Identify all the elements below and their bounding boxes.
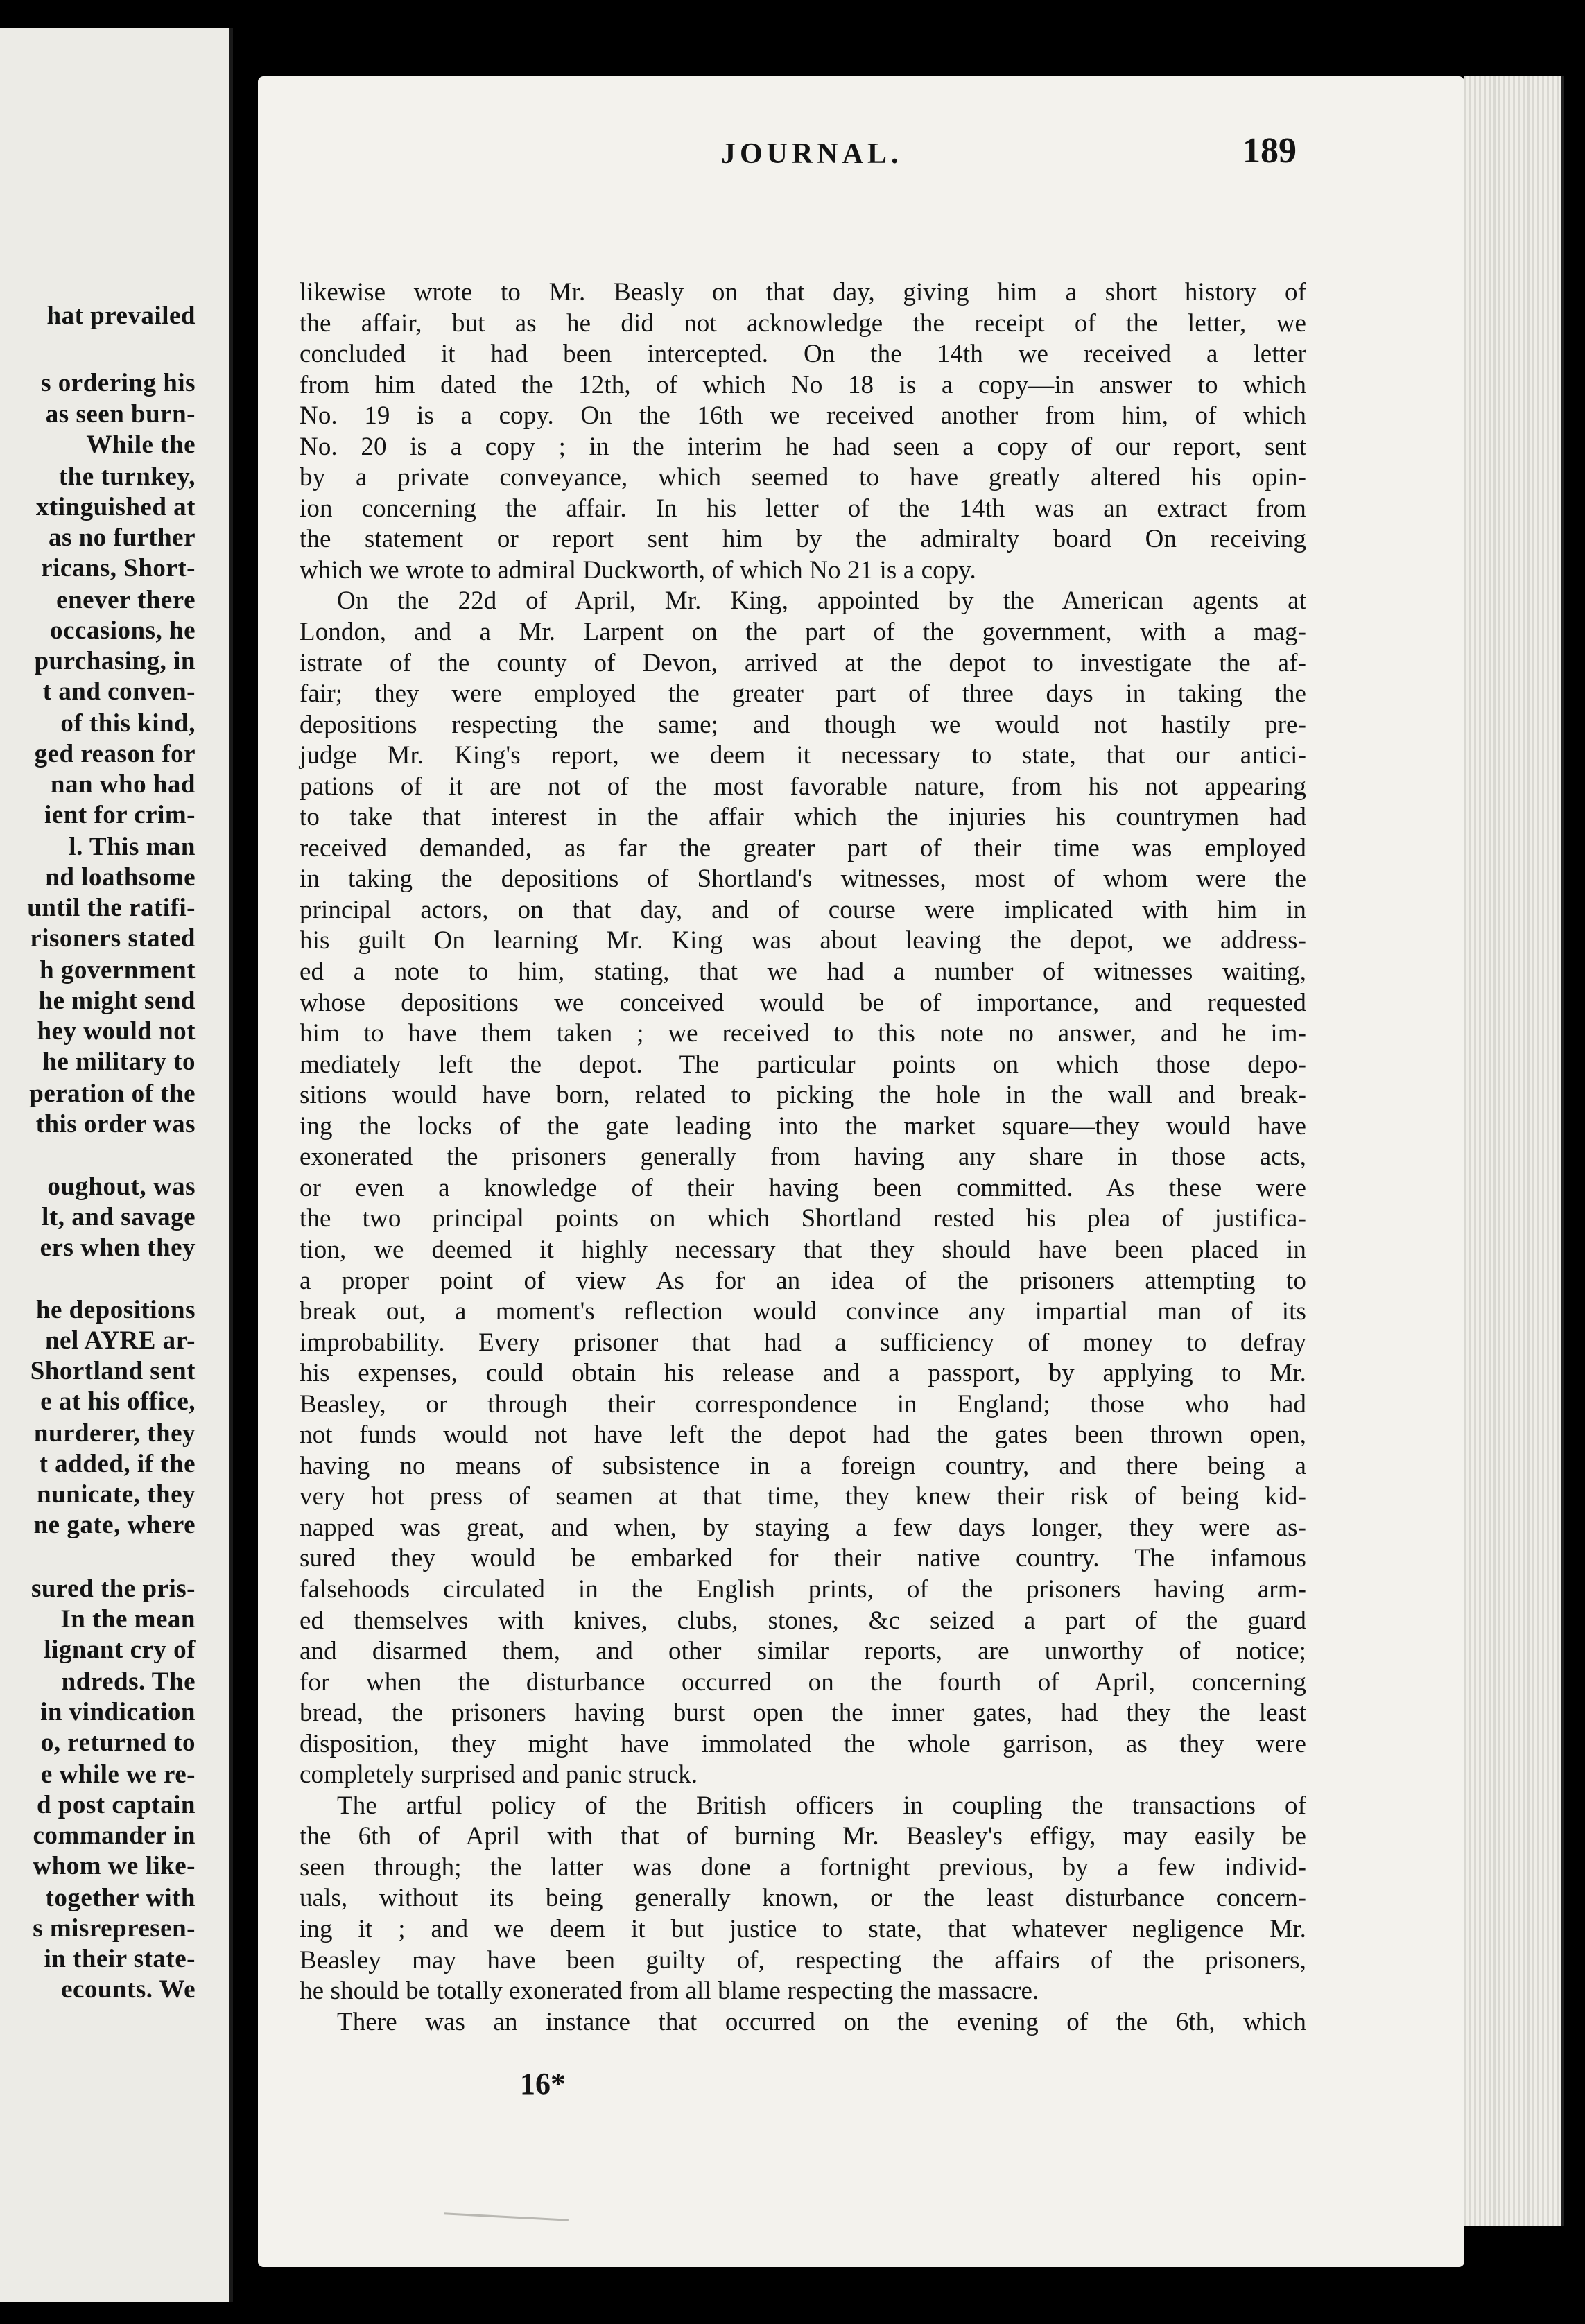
text-line: tion, we deemed it highly necessary that they should have been placed in — [300, 1235, 1306, 1264]
facing-page-line: the turnkey, — [58, 462, 196, 491]
text-line: the two principal points on which Shortland rested his plea of justifica- — [300, 1204, 1306, 1233]
text-line: ion concerning the affair. In his letter of the 14th was an extract from — [300, 494, 1306, 523]
facing-page-line: of this kind, — [60, 709, 196, 738]
facing-page-line: ricans, Short- — [41, 554, 196, 582]
facing-page-line: ged reason for — [34, 740, 196, 768]
text-line: the 6th of April with that of burning Mr. Beasley's effigy, may easily be — [300, 1822, 1306, 1851]
text-line: On the 22d of April, Mr. King, appointed by the American agents at — [337, 587, 1306, 616]
text-line: improbability. Every prisoner that had a sufficiency of money to defray — [300, 1328, 1306, 1357]
text-line: seen through; the latter was done a fortnight previous, by a few individ- — [300, 1853, 1306, 1882]
text-line: No. 20 is a copy ; in the interim he had seen a copy of our report, sent — [300, 432, 1306, 461]
facing-page-line: in their state- — [44, 1945, 196, 1973]
facing-page-line: peration of the — [29, 1079, 196, 1108]
facing-page-line: lignant cry of — [44, 1636, 196, 1664]
body-text — [300, 277, 1306, 2038]
text-line: his expenses, could obtain his release and a passport, by applying to Mr. — [300, 1359, 1306, 1388]
facing-page-line: as seen burn- — [45, 400, 196, 428]
text-line: ed themselves with knives, clubs, stones, &c seized a part of the guard — [300, 1606, 1306, 1635]
facing-page-line: d post captain — [36, 1791, 196, 1819]
text-line: to take that interest in the affair which the injuries his countrymen had — [300, 803, 1306, 832]
facing-page-line: this order was — [35, 1110, 196, 1138]
text-line: ing it ; and we deem it but justice to state, that whatever negligence Mr. — [300, 1914, 1306, 1943]
facing-page-line: nel AYRE ar- — [44, 1326, 196, 1355]
facing-page-line: ers when they — [40, 1233, 196, 1262]
text-line: by a private conveyance, which seemed to have greatly altered his opin- — [300, 463, 1306, 492]
text-line: disposition, they might have immolated the whole garrison, as they were — [300, 1729, 1306, 1758]
text-line: he should be totally exonerated from all blame respecting the massacre. — [300, 1977, 1039, 2006]
text-line: ing the locks of the gate leading into the market square—they would have — [300, 1111, 1306, 1141]
text-line: likewise wrote to Mr. Beasly on that day, giving him a short history of — [300, 278, 1306, 306]
text-line: sitions would have born, related to picking the hole in the wall and break- — [300, 1081, 1306, 1110]
facing-page-line: as no further — [48, 523, 196, 552]
facing-page-line: enever there — [56, 586, 196, 614]
text-line: sured they would be embarked for their native country. The infamous — [300, 1544, 1306, 1573]
text-line: whose depositions we conceived would be of importance, and requested — [300, 988, 1306, 1017]
facing-page — [0, 28, 233, 2302]
text-line: No. 19 is a copy. On the 16th we received another from him, of which — [300, 401, 1306, 431]
text-line: him to have them taken ; we received to this note no answer, and he im- — [300, 1019, 1306, 1048]
facing-page-line: commander in — [33, 1821, 196, 1850]
text-line: fair; they were employed the greater part of three days in taking the — [300, 679, 1306, 709]
text-line: the affair, but as he did not acknowledge the receipt of the letter, we — [300, 309, 1306, 338]
facing-page-line: he might send — [38, 987, 196, 1015]
facing-page-line: in vindication — [40, 1698, 196, 1726]
facing-page-line: purchasing, in — [34, 647, 196, 675]
facing-page-line: nurderer, they — [33, 1419, 196, 1448]
text-line: ed a note to him, stating, that we had a number of witnesses waiting, — [300, 957, 1306, 987]
text-line: Beasley may have been guilty of, respecting the affairs of the prisoners, — [300, 1945, 1306, 1975]
text-line: not funds would not have left the depot had the gates been thrown open, — [300, 1421, 1306, 1450]
text-line: for when the disturbance occurred on the fourth of April, concerning — [300, 1667, 1306, 1697]
facing-page-line: risoners stated — [30, 924, 196, 953]
text-line: Beasley, or through their correspondence in England; those who had — [300, 1389, 1306, 1419]
facing-page-line: h government — [40, 956, 196, 985]
facing-page-line: sured the pris- — [31, 1575, 196, 1603]
facing-page-line: o, returned to — [40, 1728, 196, 1757]
facing-page-line: until the ratifi- — [27, 894, 196, 922]
text-line: a proper point of view As for an idea of the prisoners attempting to — [300, 1266, 1306, 1295]
text-line: bread, the prisoners having burst open the inner gates, had they the least — [300, 1699, 1306, 1728]
text-line: and disarmed them, and other similar reports, are unworthy of notice; — [300, 1637, 1306, 1666]
facing-page-text — [0, 28, 208, 2302]
text-line: the statement or report sent him by the admiralty board On receiving — [300, 525, 1306, 554]
facing-page-line: lt, and savage — [42, 1203, 196, 1231]
text-line: London, and a Mr. Larpent on the part of the government, with a mag- — [300, 618, 1306, 647]
text-line: depositions respecting the same; and though we would not hastily pre- — [300, 710, 1306, 739]
facing-page-line: nan who had — [50, 770, 196, 799]
facing-page-line: together with — [45, 1884, 196, 1912]
facing-page-line: nunicate, they — [37, 1480, 196, 1509]
facing-page-line: Shortland sent — [30, 1357, 196, 1385]
facing-page-line: While the — [86, 431, 196, 459]
facing-page-line: s ordering his — [41, 369, 196, 397]
text-line: in taking the depositions of Shortland's witnesses, most of whom were the — [300, 865, 1306, 894]
facing-page-line: e while we re- — [40, 1760, 196, 1789]
facing-page-line: ndreds. The — [61, 1667, 196, 1696]
text-line: falsehoods circulated in the English prints, of the prisoners having arm- — [300, 1575, 1306, 1604]
facing-page-line: l. This man — [69, 833, 196, 861]
text-line: uals, without its being generally known, or the least disturbance concern- — [300, 1884, 1306, 1913]
text-line: The artful policy of the British officers in coupling the transactions of — [337, 1791, 1306, 1820]
text-line: having no means of subsistence in a foreign country, and there being a — [300, 1451, 1306, 1480]
text-line: principal actors, on that day, and of course were implicated with him in — [300, 895, 1306, 924]
text-line: his guilt On learning Mr. King was about leaving the depot, we address- — [300, 926, 1306, 955]
text-line: break out, a moment's reflection would convince any impartial man of its — [300, 1297, 1306, 1326]
facing-page-line: he military to — [42, 1048, 196, 1076]
page-number: 189 — [1242, 131, 1297, 171]
facing-page-line: t and conven- — [42, 677, 196, 706]
facing-page-line: occasions, he — [50, 616, 196, 645]
text-line: completely surprised and panic struck. — [300, 1760, 698, 1789]
text-line: very hot press of seamen at that time, they knew their risk of being kid- — [300, 1482, 1306, 1511]
facing-page-line: ient for crim- — [44, 801, 196, 829]
facing-page-line: ecounts. We — [61, 1975, 196, 2004]
text-line: napped was great, and when, by staying a few days longer, they were as- — [300, 1513, 1306, 1542]
text-line: or even a knowledge of their having been committed. As these were — [300, 1173, 1306, 1202]
text-line: judge Mr. King's report, we deem it necessary to state, that our antici- — [300, 741, 1306, 770]
facing-page-line: whom we like- — [33, 1852, 196, 1880]
text-line: exonerated the prisoners generally from having any share in those acts, — [300, 1143, 1306, 1172]
text-line: from him dated the 12th, of which No 18 is a copy—in answer to which — [300, 370, 1306, 399]
facing-page-line: ne gate, where — [33, 1511, 196, 1539]
facing-page-line: nd loathsome — [45, 863, 196, 892]
facing-page-line: In the mean — [60, 1605, 196, 1633]
facing-page-line: hey would not — [37, 1017, 196, 1046]
facing-page-line: hat prevailed — [46, 302, 196, 330]
text-line: concluded it had been intercepted. On the 14th we received a letter — [300, 340, 1306, 369]
text-line: received demanded, as far the greater part of their time was employed — [300, 833, 1306, 862]
text-line: istrate of the county of Devon, arrived at the depot to investigate the af- — [300, 648, 1306, 677]
facing-page-line: t added, if the — [39, 1450, 196, 1478]
facing-page-line: e at his office, — [40, 1387, 196, 1416]
running-head: JOURNAL. — [721, 138, 903, 170]
text-line: There was an instance that occurred on the evening of the 6th, which — [337, 2007, 1306, 2036]
page-edges — [1464, 76, 1564, 2226]
text-line: mediately left the depot. The particular points on which those depo- — [300, 1050, 1306, 1079]
facing-page-line: xtinguished at — [35, 493, 196, 521]
facing-page-line: s misrepresen- — [33, 1914, 196, 1943]
facing-page-line: oughout, was — [47, 1172, 196, 1201]
signature-mark: 16* — [520, 2067, 566, 2101]
facing-page-line: he depositions — [35, 1296, 196, 1324]
text-line: pations of it are not of the most favorable nature, from his not appearing — [300, 772, 1306, 801]
text-line: which we wrote to admiral Duckworth, of which No 21 is a copy. — [300, 555, 976, 584]
